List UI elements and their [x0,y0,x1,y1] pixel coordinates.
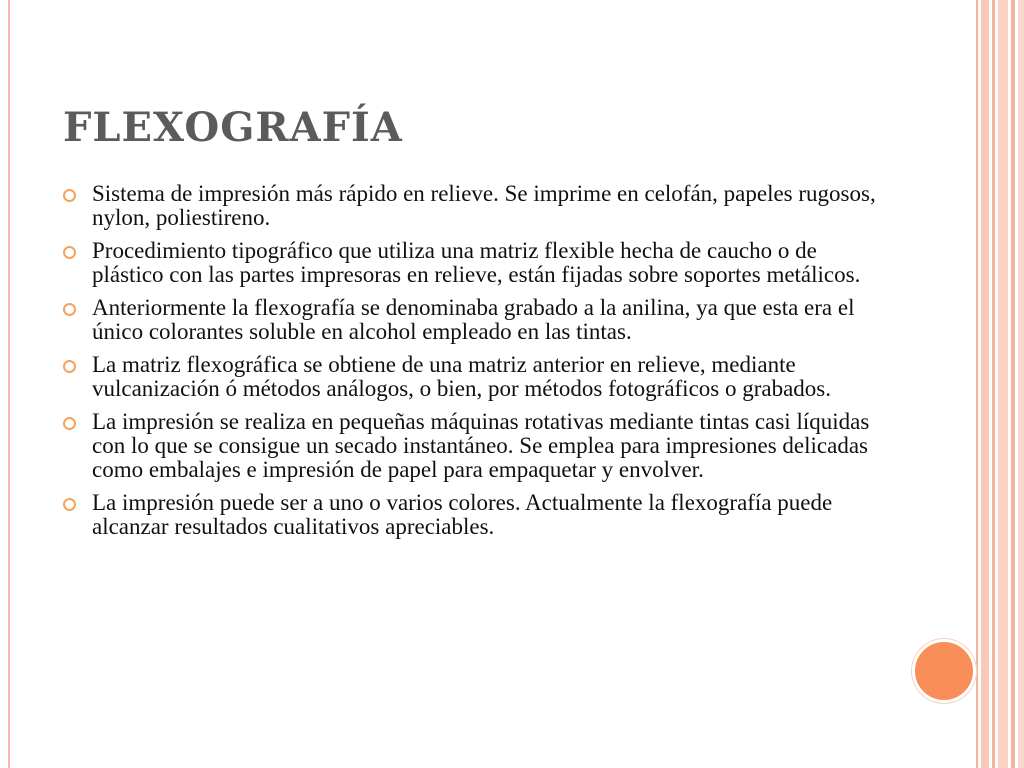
right-decorative-stripe [976,0,978,768]
bullet-text: Anteriormente la flexografía se denominaba grabado a la anilina, ya que esta era el único colorantes soluble en alcohol empleado en las tintas. [92,295,855,344]
bullet-text: La matriz flexográfica se obtiene de una matriz anterior en relieve, mediante vulcanización ó métodos análogos, o bien, por métodos fotográficos o grabados. [92,352,832,401]
bullet-text: Procedimiento tipográfico que utiliza una matriz flexible hecha de caucho o de plástico con las partes impresoras en relieve, están fijadas sobre soportes metálicos. [92,238,861,287]
bullet-item [62,491,892,539]
right-decorative-stripe [1011,0,1015,768]
slide-title: FLEXOGRAFÍA [63,104,403,151]
right-decorative-stripe [992,0,995,768]
ring-bullet-icon [63,189,76,202]
ring-bullet-icon [63,417,76,430]
left-frame-line [8,0,10,768]
ring-bullet-icon [63,498,76,511]
bullet-item [62,239,892,287]
bullet-item [62,296,892,344]
orange-circle-icon [912,639,976,703]
bullet-item [62,353,892,401]
ring-bullet-icon [63,360,76,373]
right-decorative-stripe [998,0,1008,768]
right-decorative-stripe [981,0,989,768]
bullet-text: Sistema de impresión más rápido en relieve. Se imprime en celofán, papeles rugosos, nylon, poliestireno. [92,181,876,230]
ring-bullet-icon [63,303,76,316]
bullet-text: La impresión puede ser a uno o varios colores. Actualmente la flexografía puede alcanzar resultados cualitativos apreciables. [92,490,833,539]
bullet-item [62,410,892,482]
ring-bullet-icon [63,246,76,259]
right-decorative-stripe [1018,0,1024,768]
bullet-list [62,182,892,548]
bullet-text: La impresión se realiza en pequeñas máquinas rotativas mediante tintas casi líquidas con lo que se consigue un secado instantáneo. Se emplea para impresiones delicadas como embalajes e impresión de papel para empaquetar y envolver. [92,409,870,482]
bullet-item [62,182,892,230]
